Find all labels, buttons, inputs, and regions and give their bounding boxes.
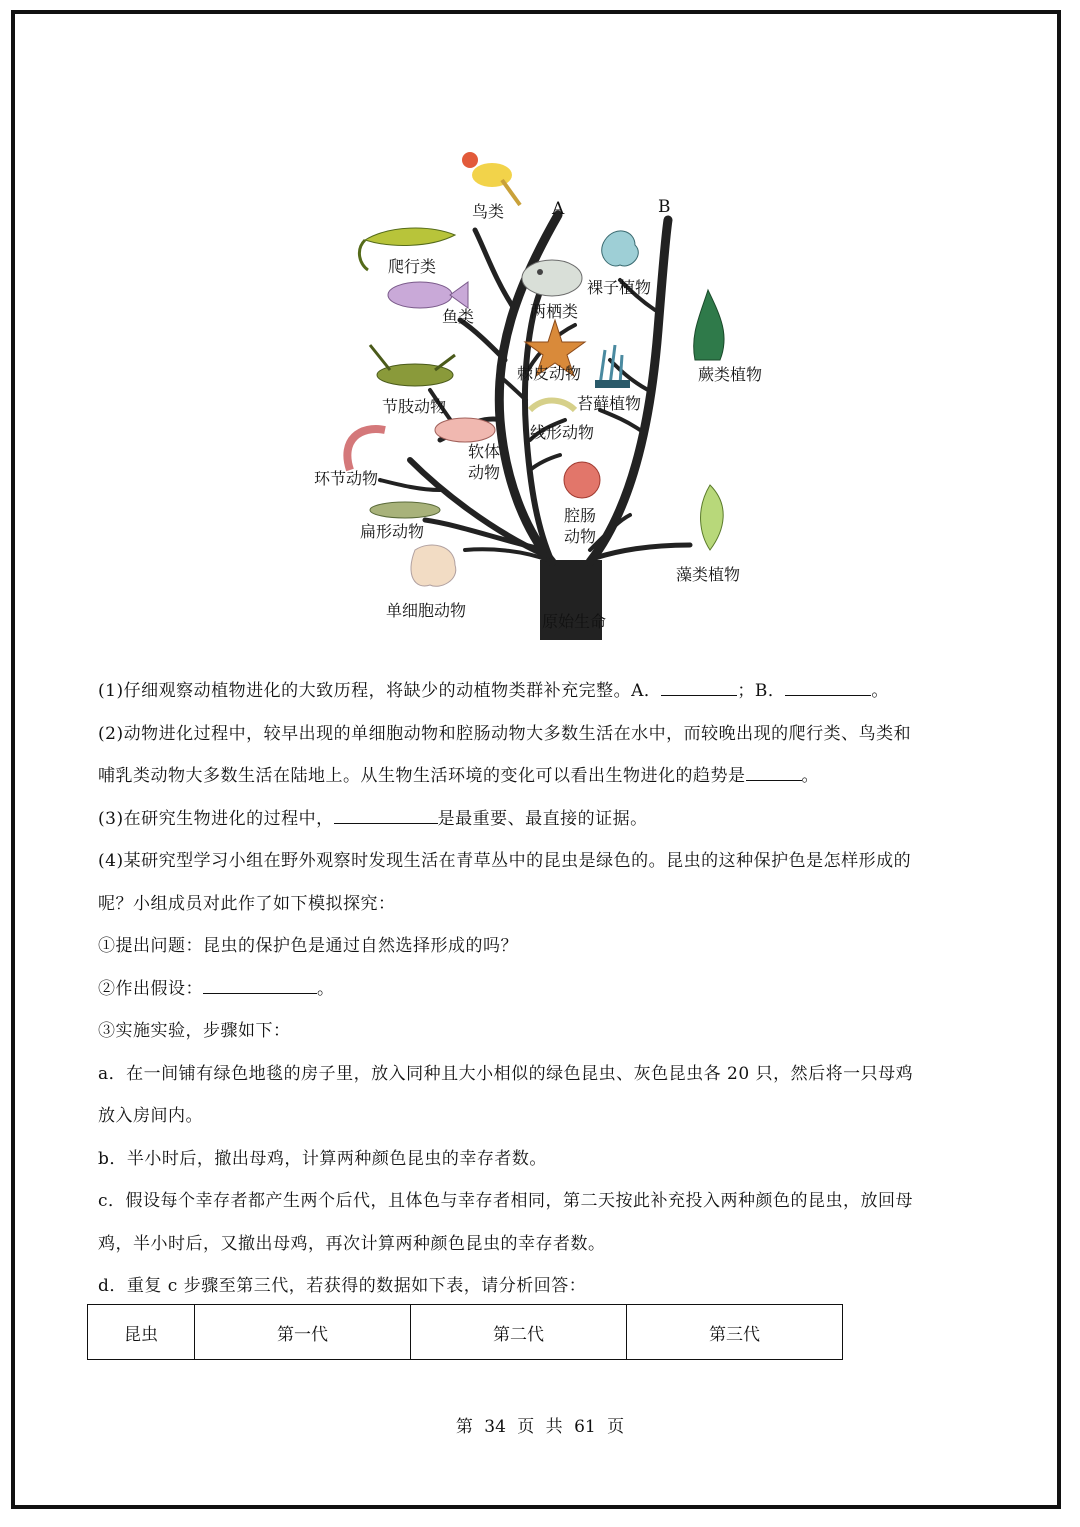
label-protozoa: 单细胞动物 (386, 601, 467, 620)
moss-icon (595, 345, 630, 388)
table-header-row (88, 1305, 843, 1360)
step-d: d．重复 c 步骤至第三代，若获得的数据如下表，请分析回答： (98, 1276, 587, 1296)
label-coelenterate-1: 腔肠 (564, 506, 597, 525)
table-header-insect: 昆虫 (88, 1305, 195, 1360)
answer-blank-b[interactable] (785, 677, 871, 696)
flatworm-icon (370, 502, 440, 518)
step-1: ①提出问题：昆虫的保护色是通过自然选择形成的吗？ (98, 936, 518, 956)
step-3: ③实施实验，步骤如下： (98, 1021, 291, 1041)
question-1: (1)仔细观察动植物进化的大致历程，将缺少的动植物类群补充完整。A． ；B． 。 (98, 670, 988, 713)
table-header-gen1: 第一代 (195, 1305, 411, 1360)
answer-blank-trend[interactable] (746, 762, 802, 781)
gymnosperm-icon (602, 231, 639, 266)
label-moss: 苔藓植物 (577, 394, 642, 413)
data-table (87, 1304, 843, 1360)
earthworm-icon (347, 429, 385, 470)
algae-icon (701, 485, 724, 550)
fern-icon (694, 290, 724, 360)
step-a-line1: a．在一间铺有绿色地毯的房子里，放入同种且大小相似的绿色昆虫、灰色昆虫各 20 只，然后将一只母鸡 (98, 1063, 914, 1084)
label-fern: 蕨类植物 (698, 365, 763, 384)
question-text (98, 670, 988, 1308)
amphibian-icon (522, 260, 582, 296)
label-origin: 原始生命 (542, 612, 607, 631)
label-arthropod: 节肢动物 (382, 397, 447, 416)
nematode-icon (530, 401, 575, 410)
evolution-tree-figure (290, 130, 810, 640)
question-3: (3)在研究生物进化的过程中， 是最重要、最直接的证据。 (98, 798, 988, 841)
step-2: ②作出假设： 。 (98, 968, 988, 1011)
answer-blank-hypothesis[interactable] (203, 975, 317, 994)
label-nematode: 线形动物 (530, 423, 595, 442)
label-mollusc-2: 动物 (468, 463, 501, 482)
label-fish: 鱼类 (442, 307, 475, 326)
bird-icon (462, 152, 520, 205)
label-mollusc-1: 软体 (468, 442, 501, 461)
label-a: A (552, 199, 565, 219)
question-4-line2: 呢？小组成员对此作了如下模拟探究： (98, 893, 396, 914)
coelenterate-icon (564, 462, 600, 498)
label-b: B (658, 197, 671, 217)
label-coelenterate-2: 动物 (564, 527, 597, 546)
grasshopper-icon (370, 345, 455, 386)
protozoa-icon (411, 545, 456, 586)
evolution-tree-svg (290, 130, 810, 640)
label-flatworm: 扁形动物 (360, 522, 425, 541)
label-echinoderm: 棘皮动物 (517, 364, 582, 383)
question-4-line1: (4)某研究型学习小组在野外观察时发现生活在青草丛中的昆虫是绿色的。昆虫的这种保护色是怎样形成的 (98, 851, 912, 871)
label-gymnosperm: 裸子植物 (587, 278, 652, 297)
step-b: b．半小时后，撤出母鸡，计算两种颜色昆虫的幸存者数。 (98, 1148, 547, 1169)
answer-blank-evidence[interactable] (334, 805, 438, 824)
answer-blank-a[interactable] (661, 677, 737, 696)
question-2-line1: (2)动物进化过程中，较早出现的单细胞动物和腔肠动物大多数生活在水中，而较晚出现的爬行类、鸟类和 (98, 723, 912, 744)
label-reptile: 爬行类 (388, 257, 437, 276)
fish-icon (388, 282, 468, 308)
table-header-gen3: 第三代 (627, 1305, 843, 1360)
table-header-gen2: 第二代 (411, 1305, 627, 1360)
question-2-line2: 哺乳类动物大多数生活在陆地上。从生物生活环境的变化可以看出生物进化的趋势是 。 (98, 755, 988, 798)
label-bird: 鸟类 (472, 202, 505, 221)
mollusc-icon (435, 418, 495, 442)
label-amphibian: 两栖类 (530, 302, 579, 321)
step-a-line2: 放入房间内。 (98, 1106, 203, 1126)
page-footer: 第 34 页 共 61 页 (455, 1417, 625, 1437)
step-c-line2: 鸡，半小时后，又撤出母鸡，再次计算两种颜色昆虫的幸存者数。 (98, 1233, 606, 1254)
label-annelid: 环节动物 (314, 469, 379, 488)
label-algae: 藻类植物 (676, 565, 741, 584)
step-c-line1: c．假设每个幸存者都产生两个后代，且体色与幸存者相同，第二天按此补充投入两种颜色的昆虫，放回母 (98, 1191, 914, 1211)
